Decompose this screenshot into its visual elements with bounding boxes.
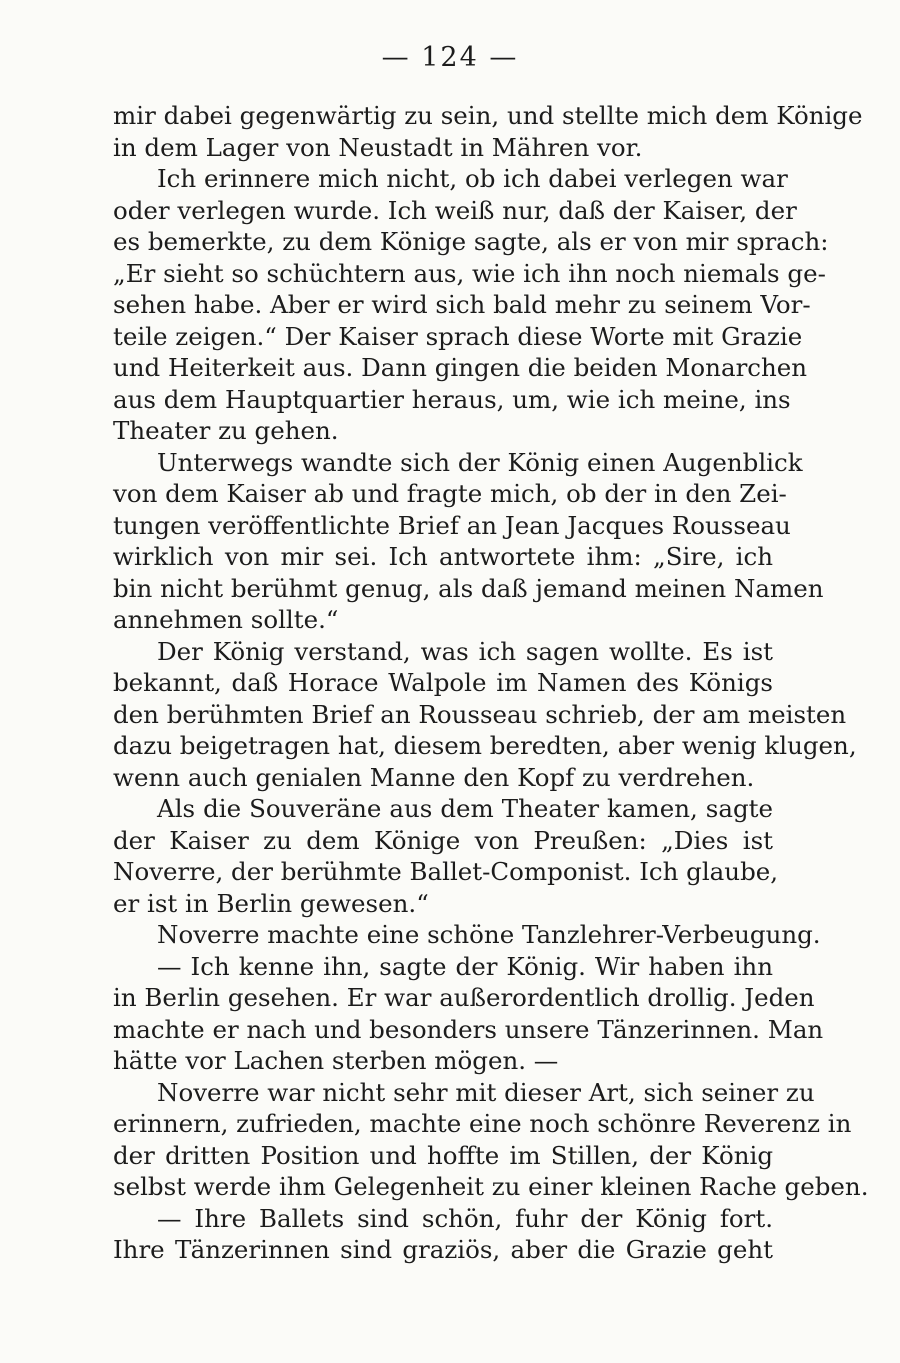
text-line: Noverre war nicht sehr mit dieser Art, sich seiner zu [157, 1077, 815, 1107]
text-line: der Kaiser zu dem Könige von Preußen: „Dies ist [113, 825, 773, 855]
text-line: der dritten Position und hoffte im Stillen, der König [113, 1140, 773, 1170]
text-line: Noverre machte eine schöne Tanzlehrer-Verbeugung. [157, 920, 821, 949]
text-line: bekannt, daß Horace Walpole im Namen des Königs [113, 668, 773, 697]
text-line: selbst werde ihm Gelegenheit zu einer kleinen Rache geben. [113, 1172, 869, 1201]
text-line: aus dem Hauptquartier heraus, um, wie ich meine, ins [113, 384, 791, 414]
page-number: — 124 — [381, 42, 519, 73]
text-line: sehen habe. Aber er wird sich bald mehr zu seinem Vor- [113, 290, 811, 319]
text-line: tungen veröffentlichte Brief an Jean Jacques Rousseau [113, 510, 791, 540]
text-line: teile zeigen.“ Der Kaiser sprach diese Worte mit Grazie [113, 321, 803, 351]
text-line: in dem Lager von Neustadt in Mähren vor. [113, 132, 643, 162]
text-line: dazu beigetragen hat, diesem beredten, aber wenig klugen, [113, 731, 857, 760]
text-line: Unterwegs wandte sich der König einen Augenblick [157, 447, 803, 477]
text-line: erinnern, zufrieden, machte eine noch schönre Reverenz in [113, 1109, 852, 1138]
text-line: — Ihre Ballets sind schön, fuhr der König fort. [157, 1203, 773, 1233]
text-line: er ist in Berlin gewesen.“ [113, 888, 429, 918]
text-line: den berühmten Brief an Rousseau schrieb, der am meisten [113, 699, 847, 729]
text-line: Ich erinnere mich nicht, ob ich dabei verlegen war [157, 164, 788, 193]
text-line: hätte vor Lachen sterben mögen. — [113, 1046, 559, 1075]
text-line: mir dabei gegenwärtig zu sein, und stellte mich dem Könige [113, 101, 863, 130]
body-text [113, 100, 869, 1266]
text-line: wenn auch genialen Manne den Kopf zu verdrehen. [113, 762, 755, 792]
text-line: und Heiterkeit aus. Dann gingen die beiden Monarchen [113, 353, 808, 382]
text-line: annehmen sollte.“ [113, 605, 339, 634]
text-line: wirklich von mir sei. Ich antwortete ihm: „Sire, ich [113, 542, 773, 571]
text-line: Als die Souveräne aus dem Theater kamen, sagte [157, 794, 773, 823]
text-line: Noverre, der berühmte Ballet-Componist. Ich glaube, [113, 857, 779, 886]
text-line: es bemerkte, zu dem Könige sagte, als er von mir sprach: [113, 227, 829, 256]
text-line: Der König verstand, was ich sagen wollte. Es ist [157, 636, 773, 666]
text-line: machte er nach und besonders unsere Tänzerinnen. Man [113, 1014, 824, 1044]
text-line: oder verlegen wurde. Ich weiß nur, daß der Kaiser, der [113, 195, 797, 225]
text-line: von dem Kaiser ab und fragte mich, ob der in den Zei- [113, 479, 787, 508]
text-line: Ihre Tänzerinnen sind graziös, aber die Grazie geht [113, 1235, 773, 1264]
text-line: in Berlin gesehen. Er war außerordentlich drollig. Jeden [113, 983, 815, 1012]
text-line: Theater zu gehen. [113, 416, 339, 445]
text-line: bin nicht berühmt genug, als daß jemand meinen Namen [113, 573, 824, 603]
text-line: — Ich kenne ihn, sagte der König. Wir haben ihn [157, 951, 773, 981]
text-line: „Er sieht so schüchtern aus, wie ich ihn noch niemals ge- [113, 258, 826, 288]
